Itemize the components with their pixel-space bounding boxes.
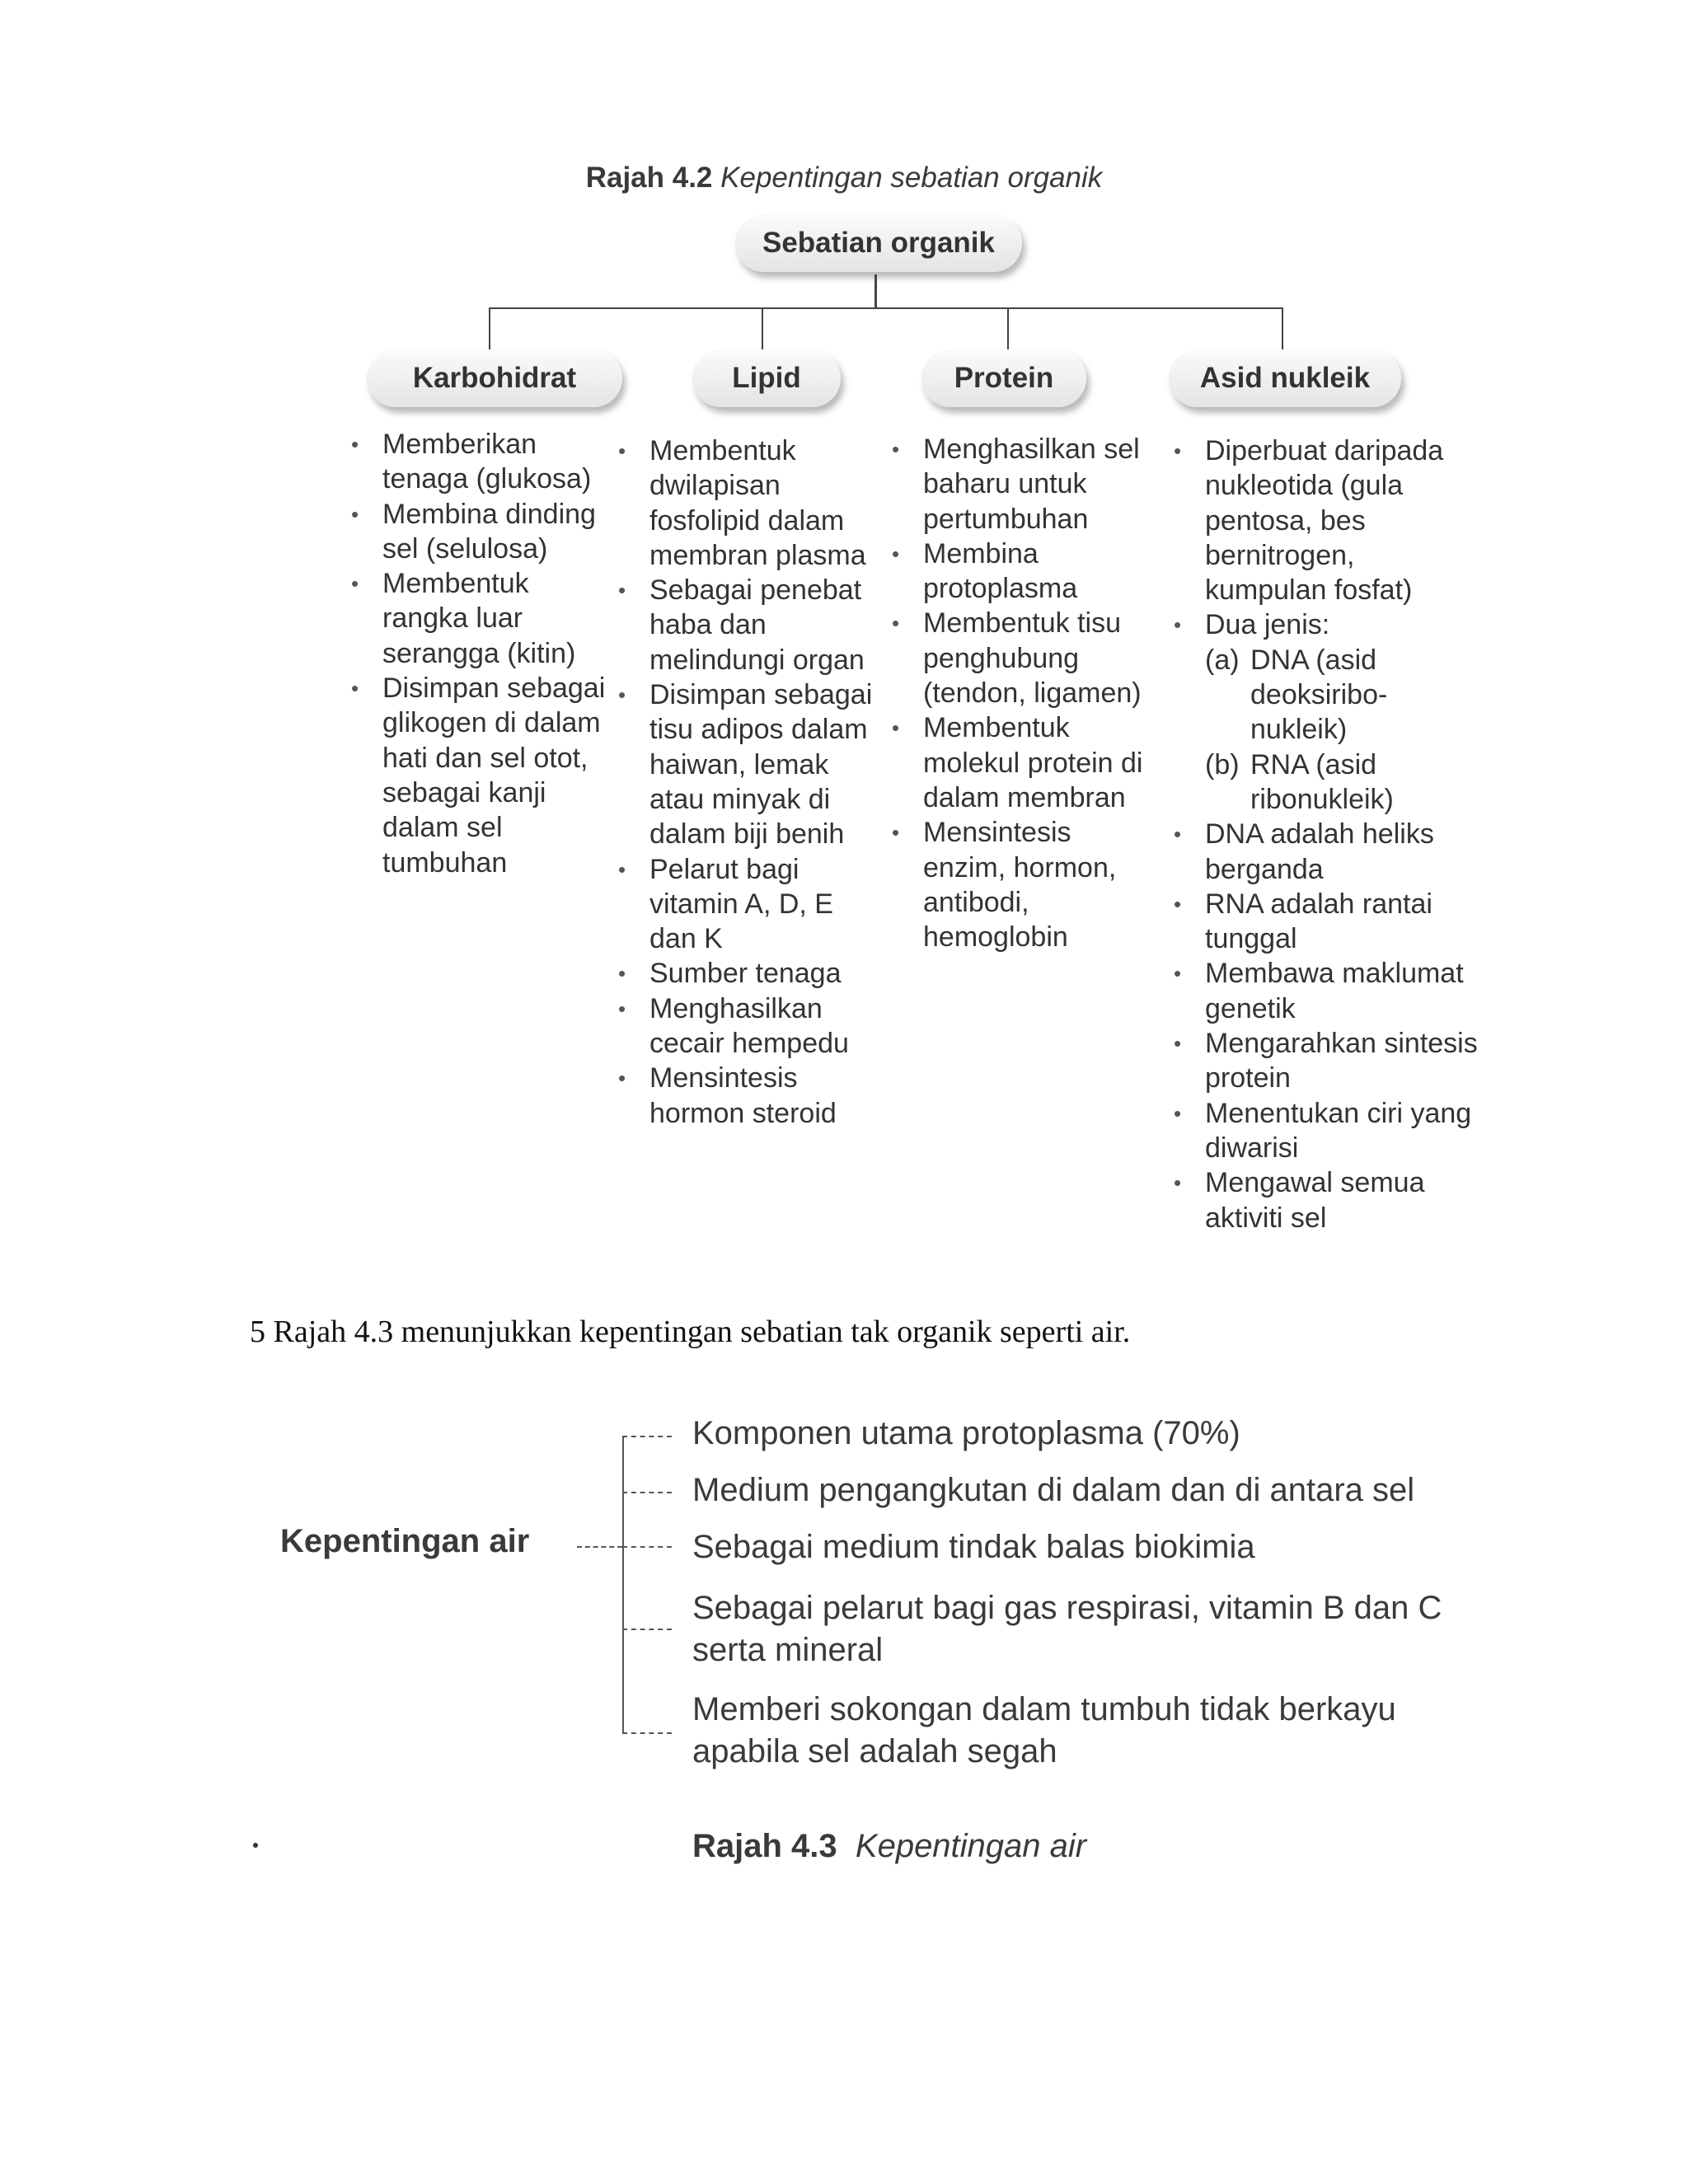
connector-lipid (762, 307, 763, 350)
water-item-5: Memberi sokongan dalam tumbuh tidak berkayu apabila sel adalah segah (692, 1691, 1396, 1769)
list-item: • RNA adalah rantai tunggal (1174, 887, 1479, 957)
list-item: • Sumber tenaga (618, 956, 882, 991)
branch-4 (622, 1629, 672, 1630)
caption-text: Kepentingan air (855, 1828, 1087, 1864)
node-asid-nukleik: Asid nukleik (1169, 349, 1401, 407)
stray-mark (253, 1843, 258, 1848)
list-item: • Menghasilkan sel baharu untuk pertumbuhan (892, 432, 1147, 537)
list-item: • Membawa maklumat genetik (1174, 956, 1479, 1026)
horizontal-connector (489, 307, 1283, 309)
list-item: • Sebagai penebat haba dan melindungi organ (618, 573, 882, 677)
figure-4-2-caption (0, 162, 1688, 194)
bracket-line (622, 1436, 624, 1732)
list-item: • Mengarahkan sintesis protein (1174, 1026, 1479, 1096)
sub-item-b (1205, 748, 1479, 818)
node-protein: Protein (921, 349, 1086, 407)
label-connector (577, 1546, 622, 1548)
sub-item-label: (a) (1205, 644, 1240, 676)
connector-asid-nukleik (1282, 307, 1283, 350)
list-item: • Disimpan sebagai tisu adipos dalam haiwan, lemak atau minyak di dalam biji benih (618, 677, 882, 851)
list-item: • Pelarut bagi vitamin A, D, E dan K (618, 852, 882, 957)
branch-5 (622, 1732, 672, 1734)
kepentingan-air-label: Kepentingan air (280, 1523, 530, 1559)
caption-number: Rajah 4.3 (692, 1828, 837, 1864)
list-item: • Menentukan ciri yang diwarisi (1174, 1096, 1479, 1166)
node-karbohidrat: Karbohidrat (367, 349, 622, 407)
list-item: • Memberikan tenaga (glukosa) (351, 427, 615, 497)
list-item: • Disimpan sebagai glikogen di dalam hati dan sel otot, sebagai kanji dalam sel tumbuhan (351, 671, 615, 880)
list-item-text: • Dua jenis: (1205, 609, 1330, 641)
water-item-3: Sebagai medium tindak balas biokimia (692, 1529, 1255, 1565)
sub-item-text: RNA (asid ribonukleik) (1250, 748, 1394, 815)
connector-karbohidrat (489, 307, 490, 350)
question-5: 5 Rajah 4.3 menunjukkan kepentingan sebatian tak organik seperti air. (250, 1315, 1131, 1349)
sub-item-label: (b) (1205, 748, 1240, 780)
water-item-1: Komponen utama protoplasma (70%) (692, 1415, 1240, 1451)
node-lipid: Lipid (692, 349, 841, 407)
list-item: • Mensintesis enzim, hormon, antibodi, hemoglobin (892, 815, 1147, 954)
list-item: • Membentuk rangka luar serangga (kitin) (351, 566, 615, 671)
list-item: • DNA adalah heliks berganda (1174, 817, 1479, 887)
list-item: • Menghasilkan cecair hempedu (618, 991, 882, 1062)
branch-1 (622, 1436, 672, 1437)
list-item: • Mengawal semua aktiviti sel (1174, 1165, 1479, 1235)
list-item (1174, 607, 1479, 817)
connector-protein (1007, 307, 1009, 350)
branch-2 (622, 1492, 672, 1493)
karbohidrat-list (351, 427, 615, 880)
root-node: Sebatian organik (735, 214, 1022, 272)
sub-item-text: DNA (asid deoksiribo-nukleik) (1250, 644, 1388, 746)
water-item-4: Sebagai pelarut bagi gas respirasi, vitamin B dan C serta mineral (692, 1590, 1442, 1668)
list-item: • Mensintesis hormon steroid (618, 1061, 882, 1131)
figure-4-3-caption (692, 1828, 1086, 1865)
list-item: • Diperbuat daripada nukleotida (gula pentosa, bes bernitrogen, kumpulan fosfat) (1174, 434, 1479, 607)
water-item-2: Medium pengangkutan di dalam dan di antara sel (692, 1472, 1415, 1508)
list-item: • Membina dinding sel (selulosa) (351, 497, 615, 567)
caption-number: Rajah 4.2 (585, 162, 713, 194)
protein-list (892, 432, 1147, 954)
branch-3 (622, 1546, 672, 1548)
list-item: • Membentuk dwilapisan fosfolipid dalam membran plasma (618, 434, 882, 573)
list-item: • Membentuk tisu penghubung (tendon, ligamen) (892, 606, 1147, 710)
caption-text: Kepentingan sebatian organik (720, 162, 1103, 194)
lipid-list (618, 434, 882, 1131)
list-item: • Membina protoplasma (892, 537, 1147, 607)
list-item: • Membentuk molekul protein di dalam membran (892, 710, 1147, 815)
sub-item-a (1205, 643, 1479, 748)
root-connector (874, 274, 877, 309)
asid-nukleik-list (1174, 434, 1479, 1235)
